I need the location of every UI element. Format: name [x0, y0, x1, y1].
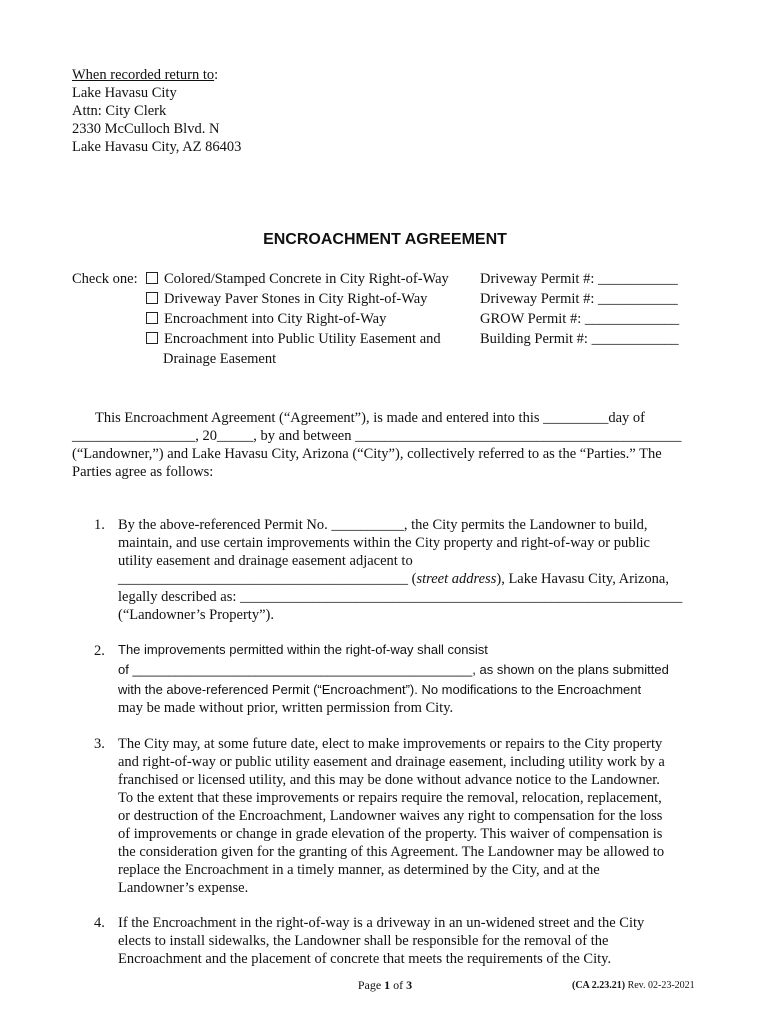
- intro-line: (“Landowner,”) and Lake Havasu City, Arizona (“City”), collectively referred to as the “Parties.” The: [72, 446, 662, 462]
- revision-code: (CA 2.23.21): [572, 980, 626, 991]
- checkbox[interactable]: [146, 272, 158, 284]
- item-line: maintain, and use certain improvements within the City property and right-of-way or public: [118, 535, 650, 551]
- check-one-label: Check one:: [72, 271, 138, 287]
- page-of: of: [390, 978, 407, 992]
- item-line: and right-of-way or public utility easement and drainage easement, including utility work by a: [118, 754, 665, 770]
- option-colored-concrete[interactable]: [146, 270, 449, 288]
- item-number: 4.: [94, 915, 105, 931]
- checkbox[interactable]: [146, 292, 158, 304]
- street-address-blank[interactable]: ________________________________________: [118, 571, 408, 587]
- page-prefix: Page: [357, 978, 385, 992]
- improvements-blank-line[interactable]: of _______________________________________________, as shown on the plans submitted: [118, 662, 669, 677]
- item-line: replace the Encroachment in a timely manner, as determined by the City, and at the: [118, 862, 600, 878]
- intro-line: Parties agree as follows:: [72, 464, 214, 480]
- checkbox[interactable]: [146, 312, 158, 324]
- document-title: ENCROACHMENT AGREEMENT: [263, 231, 507, 248]
- option-label: Driveway Paver Stones in City Right-of-Way: [164, 291, 428, 307]
- return-heading: [72, 66, 241, 84]
- return-line: Lake Havasu City, AZ 86403: [72, 139, 242, 155]
- option-paver-stones[interactable]: [146, 290, 427, 308]
- intro-line: This Encroachment Agreement (“Agreement”), is made and entered into this _________day of: [95, 410, 646, 426]
- option-utility-easement-cont: Drainage Easement: [163, 351, 277, 367]
- item-line: of improvements or change in grade elevation of the property. This waiver of compensation is: [118, 826, 663, 842]
- item-line: or destruction of the Encroachment, Landowner waives any right to compensation for the loss: [118, 808, 663, 824]
- item-number: 3.: [94, 736, 105, 752]
- item-line: the consideration given for the granting of this Agreement. The Landowner may be allowed to: [118, 844, 665, 860]
- option-label: Colored/Stamped Concrete in City Right-of-Way: [164, 271, 449, 287]
- option-label: Encroachment into Public Utility Easement and: [164, 331, 441, 347]
- return-line: Lake Havasu City: [72, 85, 177, 101]
- street-address-line: ________________________________________ (street address), Lake Havasu City, Arizona,: [118, 571, 669, 587]
- building-permit-field[interactable]: Building Permit #: ____________: [480, 331, 679, 347]
- checkbox[interactable]: [146, 332, 158, 344]
- item-line: may be made without prior, written permission from City.: [118, 700, 454, 716]
- revision-date: Rev. 02-23-2021: [625, 980, 695, 991]
- legal-description-line[interactable]: legally described as: _____________________________________________________________: [118, 589, 683, 605]
- item-line: Encroachment and the placement of concrete that meets the requirements of the City.: [118, 951, 612, 967]
- option-utility-easement[interactable]: [146, 330, 441, 348]
- item-line: The improvements permitted within the right-of-way shall consist: [118, 642, 488, 657]
- return-line: Attn: City Clerk: [72, 103, 167, 119]
- driveway-permit-field[interactable]: Driveway Permit #: ___________: [480, 271, 678, 287]
- item-line: Landowner’s expense.: [118, 880, 249, 896]
- page-current: 1: [384, 978, 391, 992]
- return-heading-colon: :: [214, 67, 219, 83]
- driveway-permit-field[interactable]: Driveway Permit #: ___________: [480, 291, 678, 307]
- street-address-hint: street address: [416, 571, 497, 587]
- option-encroachment-row[interactable]: [146, 310, 386, 328]
- option-label: Encroachment into City Right-of-Way: [164, 311, 387, 327]
- item-line: The City may, at some future date, elect to make improvements or repairs to the City property: [118, 736, 663, 752]
- return-line: 2330 McCulloch Blvd. N: [72, 121, 220, 137]
- item-number: 2.: [94, 643, 105, 659]
- item-line: By the above-referenced Permit No. __________, the City permits the Landowner to build,: [118, 517, 648, 533]
- grow-permit-field[interactable]: GROW Permit #: _____________: [480, 311, 680, 327]
- item-line: franchised or licensed utility, and this may be done without advance notice to the Landowner.: [118, 772, 660, 788]
- page-total: 3: [406, 978, 413, 992]
- item-line: (“Landowner’s Property”).: [118, 607, 274, 623]
- item-line: If the Encroachment in the right-of-way is a driveway in an un-widened street and the City: [118, 915, 645, 931]
- item-line: utility easement and drainage easement adjacent to: [118, 553, 413, 569]
- item-line: To the extent that these improvements or repairs require the removal, relocation, replacement,: [118, 790, 662, 806]
- return-address-block: [72, 66, 241, 156]
- item-number: 1.: [94, 517, 105, 533]
- item-line: with the above-referenced Permit (“Encroachment”). No modifications to the Encroachment: [118, 682, 642, 697]
- return-heading-text: When recorded return to: [72, 67, 215, 83]
- intro-line: _________________, 20_____, by and between _____________________________________________: [72, 428, 682, 444]
- revision-label: [572, 980, 695, 992]
- street-address-after: ), Lake Havasu City, Arizona,: [496, 571, 669, 587]
- item-line: elects to install sidewalks, the Landowner shall be responsible for the removal of the: [118, 933, 609, 949]
